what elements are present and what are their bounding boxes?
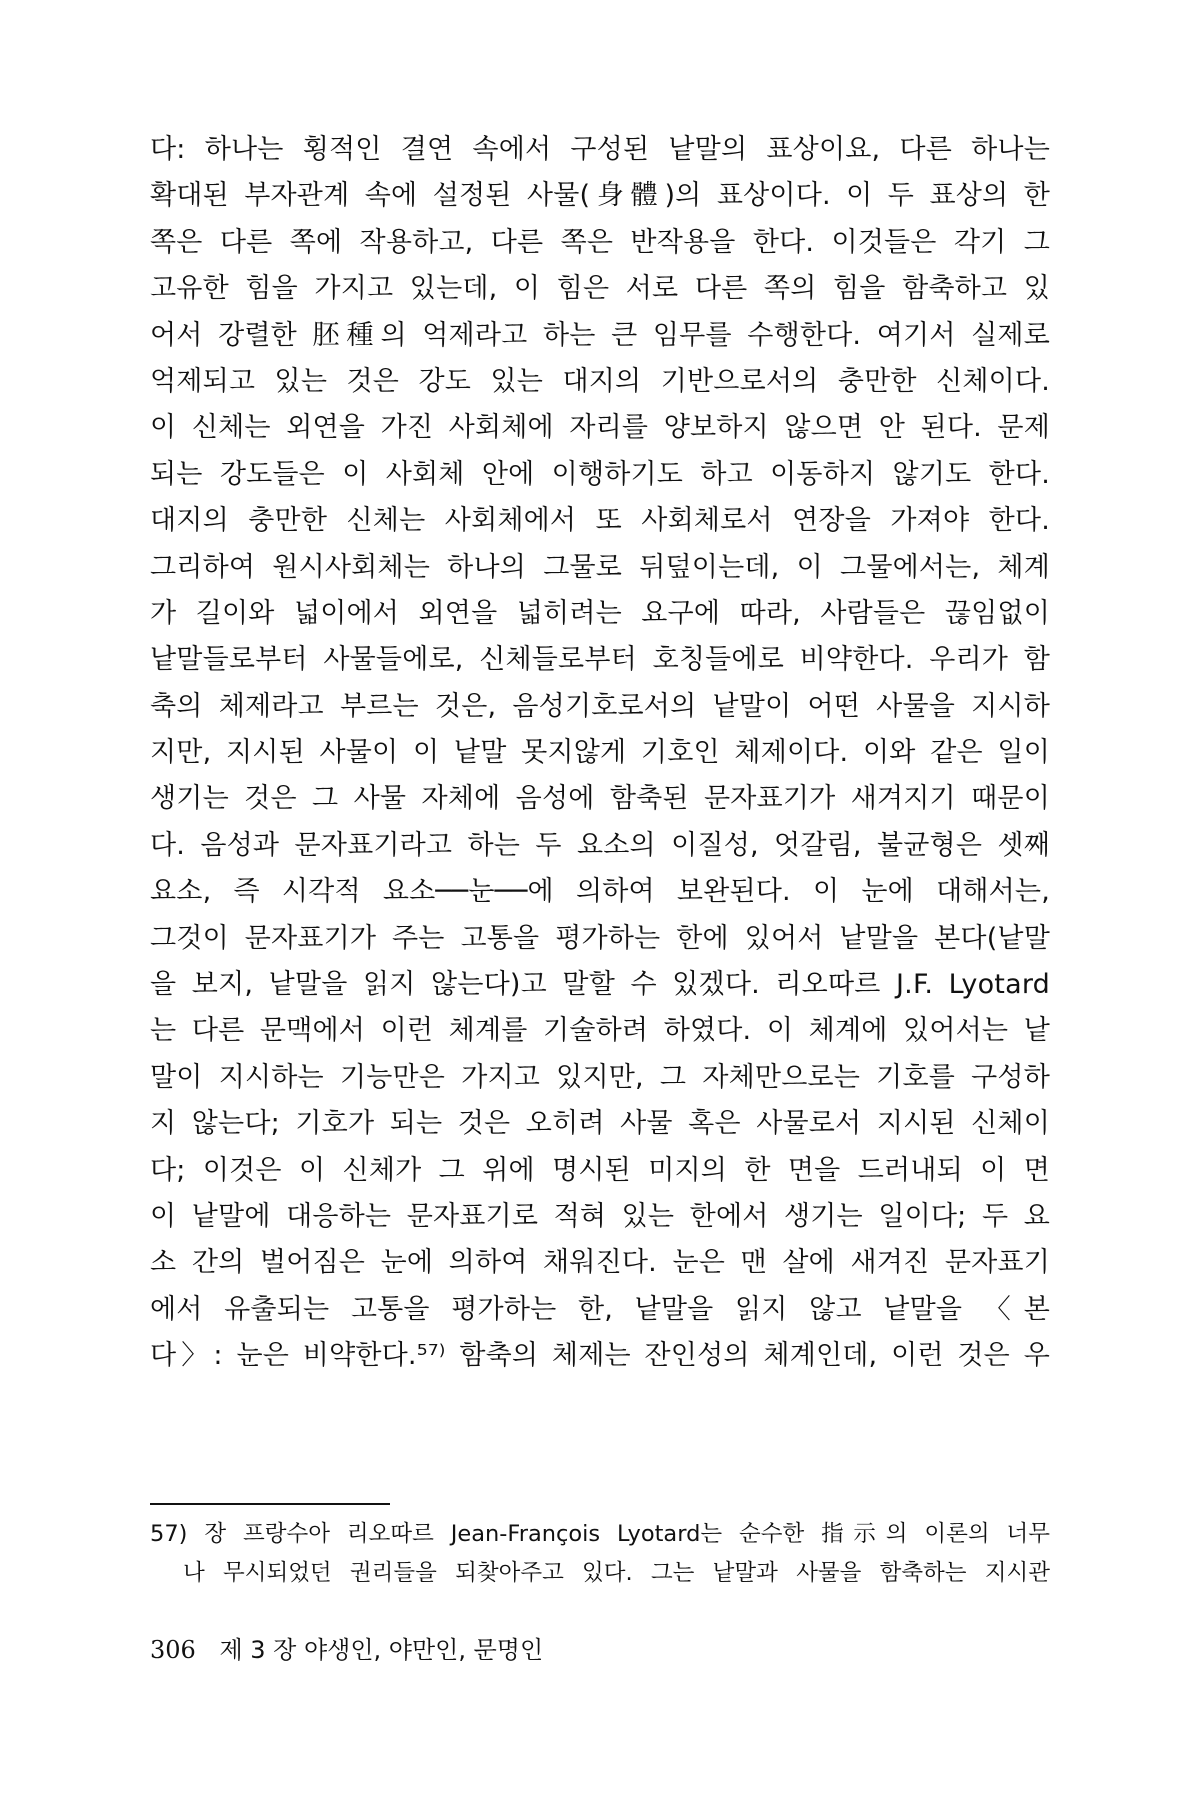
footnote-line: 나 무시되었던 권리들을 되찾아주고 있다. 그는 낱말과 사물을 함축하는 지시관 (183, 1560, 1050, 1586)
body-line: 억제되고 있는 것은 강도 있는 대지의 기반으로서의 충만한 신체이다. (150, 365, 1050, 397)
body-line: 요소, 즉 시각적 요소──눈──에 의하여 보완된다. 이 눈에 대해서는, (150, 876, 1050, 908)
body-line: 되는 강도들은 이 사회체 안에 이행하기도 하고 이동하지 않기도 한다. (150, 458, 1050, 490)
body-line: 고유한 힘을 가지고 있는데, 이 힘은 서로 다른 쪽의 힘을 함축하고 있 (150, 273, 1050, 305)
body-line: 낱말들로부터 사물들에로, 신체들로부터 호칭들에로 비약한다. 우리가 함 (150, 644, 1050, 676)
body-line: 는 다른 문맥에서 이런 체계를 기술하려 하였다. 이 체계에 있어서는 낱 (150, 1015, 1050, 1047)
body-line: 확대된 부자관계 속에 설정된 사물(身體)의 표상이다. 이 두 표상의 한 (150, 180, 1050, 212)
body-line: 생기는 것은 그 사물 자체에 음성에 함축된 문자표기가 새겨지기 때문이 (150, 783, 1050, 815)
body-line: 다〉: 눈은 비약한다.⁵⁷⁾ 함축의 체제는 잔인성의 체계인데, 이런 것은 우 (150, 1340, 1050, 1372)
body-text (150, 127, 1050, 1380)
body-line: 에서 유출되는 고통을 평가하는 한, 낱말을 읽지 않고 낱말을 〈본 (150, 1293, 1050, 1325)
footnote-divider (150, 1503, 390, 1505)
body-line: 그리하여 원시사회체는 하나의 그물로 뒤덮이는데, 이 그물에서는, 체계 (150, 551, 1050, 583)
body-line: 을 보지, 낱말을 읽지 않는다)고 말할 수 있겠다. 리오따르 J.F. Lyotard (150, 969, 1050, 1001)
body-line: 이 신체는 외연을 가진 사회체에 자리를 양보하지 않으면 안 된다. 문제 (150, 412, 1050, 444)
body-line: 다; 이것은 이 신체가 그 위에 명시된 미지의 한 면을 드러내되 이 면 (150, 1154, 1050, 1186)
running-title: 제 3 장 야생인, 야만인, 문명인 (219, 1636, 544, 1664)
body-line: 가 길이와 넓이에서 외연을 넓히려는 요구에 따라, 사람들은 끊임없이 (150, 597, 1050, 629)
body-line: 다: 하나는 횡적인 결연 속에서 구성된 낱말의 표상이요, 다른 하나는 (150, 134, 1050, 165)
body-line: 어서 강렬한 胚種의 억제라고 하는 큰 임무를 수행한다. 여기서 실제로 (150, 319, 1050, 351)
body-line: 쪽은 다른 쪽에 작용하고, 다른 쪽은 반작용을 한다. 이것들은 각기 그 (150, 226, 1050, 258)
body-line: 축의 체제라고 부르는 것은, 음성기호로서의 낱말이 어떤 사물을 지시하 (150, 690, 1050, 722)
body-line: 지만, 지시된 사물이 이 낱말 못지않게 기호인 체제이다. 이와 같은 일이 (150, 737, 1050, 769)
footnote-57 (150, 1515, 1050, 1593)
page-number: 306 (150, 1636, 196, 1664)
body-line: 대지의 충만한 신체는 사회체에서 또 사회체로서 연장을 가져야 한다. (150, 505, 1050, 537)
body-line: 이 낱말에 대응하는 문자표기로 적혀 있는 한에서 생기는 일이다; 두 요 (150, 1200, 1050, 1232)
body-line: 지 않는다; 기호가 되는 것은 오히려 사물 혹은 사물로서 지시된 신체이 (150, 1108, 1050, 1140)
page-footer (150, 1632, 543, 1668)
footnote-line: 57) 장 프랑수아 리오따르 Jean-François Lyotard는 순수한 指示의 이론의 너무 (150, 1521, 1050, 1547)
body-line: 그것이 문자표기가 주는 고통을 평가하는 한에 있어서 낱말을 본다(낱말 (150, 922, 1050, 954)
body-line: 말이 지시하는 기능만은 가지고 있지만, 그 자체만으로는 기호를 구성하 (150, 1061, 1050, 1093)
body-line: 다. 음성과 문자표기라고 하는 두 요소의 이질성, 엇갈림, 불균형은 셋째 (150, 829, 1050, 861)
body-line: 소 간의 벌어짐은 눈에 의하여 채워진다. 눈은 맨 살에 새겨진 문자표기 (150, 1247, 1050, 1279)
